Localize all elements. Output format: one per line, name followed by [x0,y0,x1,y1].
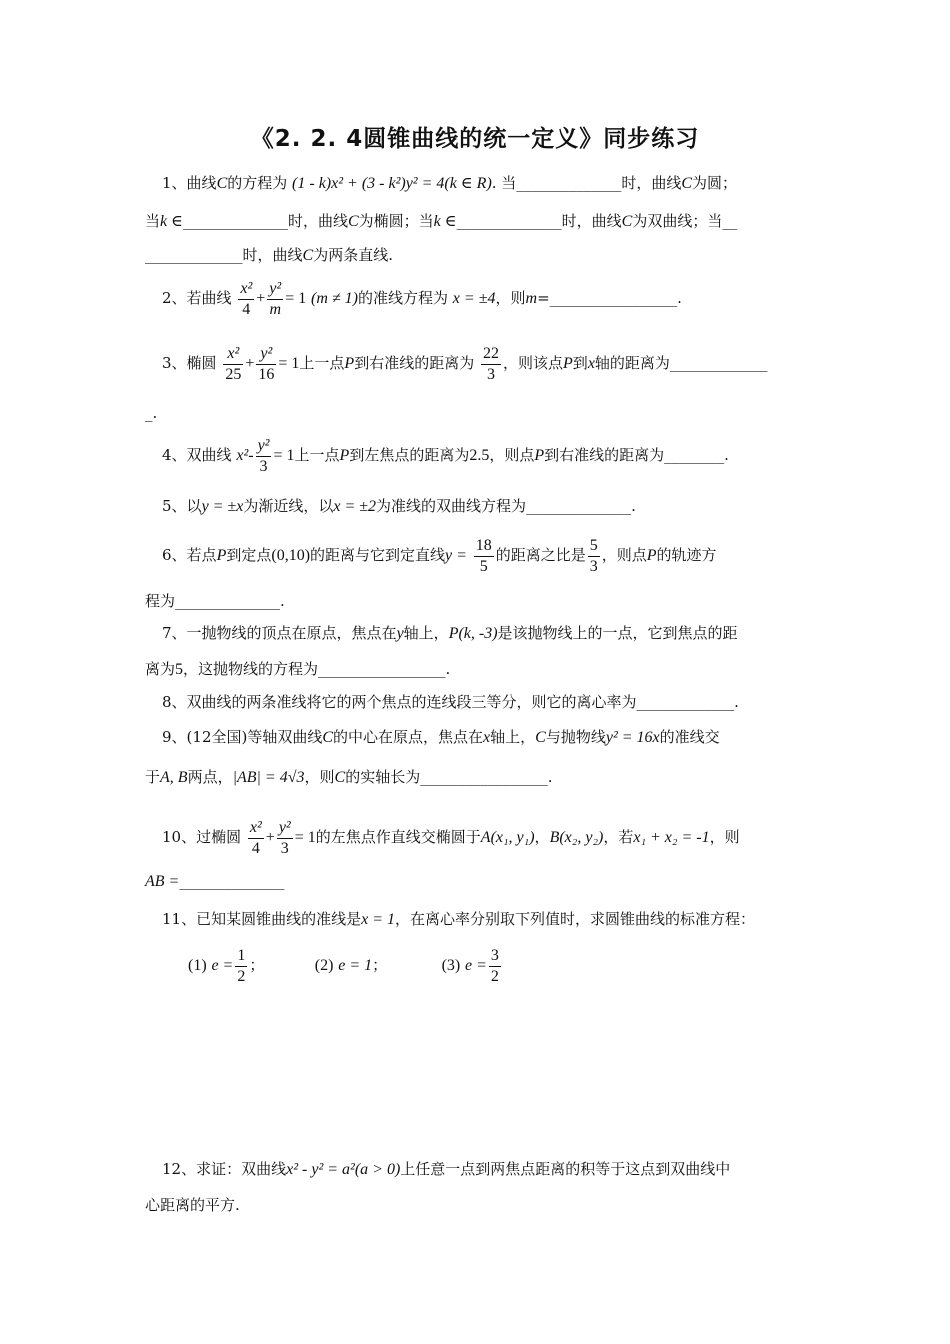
fraction: $\frac{\text{x²}}{4}$ [240,279,253,318]
answer-blank[interactable]: _____________ [145,246,243,264]
question-7-line-2: 离为5，这抛物线的方程为_________________. [145,660,451,678]
question-12-line-2: 心距离的平方. [145,1196,240,1214]
question-12: 12、求证：双曲线x² - y² = a²(a > 0)上任意一点到两焦点距离的积等于这点到双曲线中 [162,1160,731,1178]
answer-blank[interactable]: __ [722,212,738,230]
answer-blank[interactable]: ________ [664,446,725,464]
part-3: (3) e = $\frac{3}{2}$ [441,946,499,985]
question-2: 2、若曲线 $\frac{\text{x²}}{4}$ + $\frac{\text{y²}}{m}$ = 1 (m ≠ 1)的准线方程为 x = ±4，则m=_________________. [162,279,682,318]
question-3: 3、椭圆 $\frac{\text{x²}}{25}$ + $\frac{\text{y²}}{16}$ = 1上一点P到右准线的距离为 $\frac{22}{3}$ ，则该点P到x轴的距离为_____________ [162,344,768,383]
answer-blank[interactable]: _________________ [420,768,548,786]
fraction: $\frac{22}{3}$ [483,344,499,383]
question-1-line-2: 当k ∈______________时，曲线C为椭圆；当k ∈______________时，曲线C为双曲线；当__ [145,212,738,230]
fraction: $\frac{1}{2}$ [237,946,246,985]
question-1-line-3: _____________时，曲线C为两条直线. [145,246,393,264]
answer-blank[interactable]: ______________ [179,872,285,890]
fraction: $\frac{18}{5}$ [475,536,492,575]
question-7: 7、一抛物线的顶点在原点，焦点在y轴上，P(k, -3)是该抛物线上的一点，它到焦点的距 [162,624,738,642]
answer-blank[interactable]: _____________ [669,354,768,372]
question-1-line-1: 1、曲线C的方程为 (1 - k)x² + (3 - k²)y² = 4(k ∈ R). 当______________时，曲线C为圆； [162,174,738,192]
question-9: 9、(12全国)等轴双曲线C的中心在原点，焦点在x轴上，C与抛物线y² = 16x的准线交 [162,728,720,746]
fraction: $\frac{\text{y²}}{m}$ [269,279,282,318]
question-5: 5、以y = ±x为渐近线，以x = ±2为准线的双曲线方程为______________. [162,497,636,515]
fraction: $\frac{\text{x²}}{25}$ [225,344,242,383]
answer-blank[interactable]: ______________ [456,212,562,230]
question-11-parts [188,940,588,991]
question-11: 11、已知某圆锥曲线的准线是x = 1，在离心率分别取下列值时，求圆锥曲线的标准方程： [162,910,756,928]
answer-blank[interactable]: ______________ [182,212,288,230]
fraction: $\frac{\text{y²}}{3}$ [257,436,270,475]
question-9-line-2: 于A, B两点，|AB| = 4√3，则C的实轴长为_________________. [145,768,553,786]
answer-blank[interactable]: ______________ [526,497,632,515]
part-1: (1) e = $\frac{1}{2}$ ； [188,946,265,985]
part-2: (2) e = 1； [314,956,388,974]
fraction: $\frac{\text{x²}}{4}$ [249,818,262,857]
question-3-tail: _. [145,404,158,422]
question-10: 10、过椭圆 $\frac{\text{x²}}{4}$ + $\frac{\text{y²}}{3}$ = 1的左焦点作直线交椭圆于A(x₁, y₁)，B(x₂, y₂)，若x₁ + x₂ = -1，则 [162,818,740,857]
question-8: 8、双曲线的两条准线将它的两个焦点的连线段三等分，则它的离心率为_____________. [162,693,739,711]
question-10-line-2: AB =______________ [145,872,285,890]
answer-blank[interactable]: _________________ [549,289,678,307]
question-6-line-2: 程为______________. [145,592,285,610]
answer-blank[interactable]: _________________ [318,660,446,678]
q1-equation: (1 - k)x² + (3 - k²)y² = 4(k ∈ R) [292,175,492,192]
question-6: 6、若点P到定点(0,10)的距离与它到定直线y = $\frac{18}{5}$ 的距离之比是 $\frac{5}{3}$ ，则点P的轨迹方 [162,536,717,575]
fraction: $\frac{3}{2}$ [490,946,499,985]
fraction: $\frac{\text{y²}}{16}$ [258,344,275,383]
fraction: $\frac{\text{y²}}{3}$ [278,818,291,857]
question-4: 4、双曲线 x²- $\frac{\text{y²}}{3}$ = 1上一点P到左焦点的距离为2.5，则点P到右准线的距离为________. [162,436,729,475]
answer-blank[interactable]: ______________ [516,174,622,192]
fraction: $\frac{5}{3}$ [589,536,598,575]
page-title: 《2. 2. 4圆锥曲线的统一定义》同步练习 [250,126,700,152]
answer-blank[interactable]: ______________ [175,592,281,610]
answer-blank[interactable]: _____________ [636,693,735,711]
